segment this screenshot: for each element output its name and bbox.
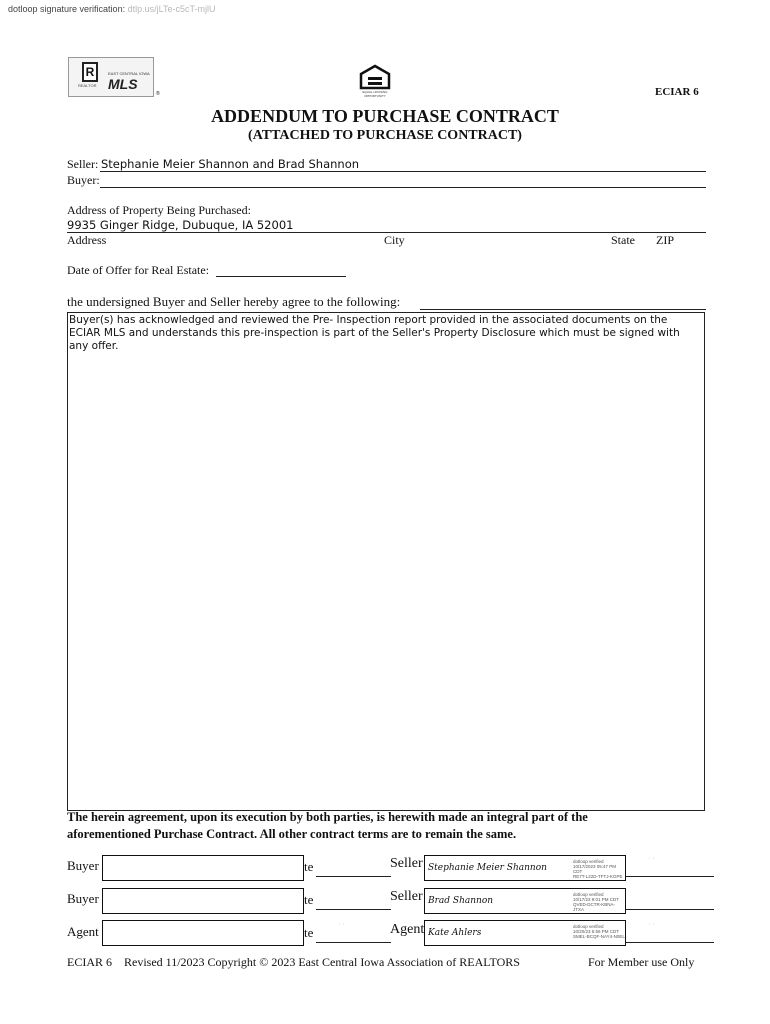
offer-date-field[interactable]: [216, 263, 346, 277]
seller1-signature: Stephanie Meier Shannon: [428, 863, 547, 873]
closing-statement: The herein agreement, upon its execution by both parties, is herewith made an integral part of the aforementioned Purchase Contract. All other contract terms are to remain the same.: [67, 810, 588, 841]
realtor-word: REALTOR: [78, 83, 97, 88]
agent1-date-fragment: te: [304, 925, 314, 940]
mls-text: MLS: [108, 76, 138, 92]
agreement-intro: the undersigned Buyer and Seller hereby agree to the following:: [67, 294, 401, 309]
offer-date-label: Date of Offer for Real Estate:: [67, 263, 210, 277]
address-label: Address: [67, 233, 107, 247]
buyer1-label: Buyer: [67, 858, 99, 873]
equal-housing-logo: [358, 64, 392, 98]
dotloop-verification: [8, 4, 215, 14]
buyer1-signature-box[interactable]: [102, 855, 304, 881]
buyer1-date-fragment: te: [304, 859, 314, 874]
mls-small-text: EAST CENTRAL IOWA: [108, 71, 150, 76]
seller2-dotloop-stamp: dotloop verified 10/17/23 9:01 PM CDT QVED-DCTR-KBNA-JTXA: [573, 892, 620, 912]
agreement-text: Buyer(s) has acknowledged and reviewed the Pre- Inspection report provided in the associated documents on the ECIAR MLS and understands this pre-inspection is part of the Seller's Property Disclosure which must be signed with any offer.: [69, 314, 680, 352]
page-subtitle: (ATTACHED TO PURCHASE CONTRACT): [248, 128, 522, 143]
page-title: ADDENDUM TO PURCHASE CONTRACT: [211, 106, 559, 126]
footer-member-note: For Member use Only: [588, 955, 695, 969]
dotloop-label: dotloop signature verification:: [8, 4, 126, 14]
seller-field[interactable]: Stephanie Meier Shannon and Brad Shannon: [101, 157, 360, 171]
seller1-signature-box[interactable]: [424, 855, 626, 881]
eho-caption: EQUAL HOUSING OPPORTUNITY: [362, 90, 388, 98]
equal-housing-icon: [358, 64, 392, 90]
seller2-signature-box[interactable]: [424, 888, 626, 914]
seller-label: Seller:: [67, 157, 99, 171]
buyer2-label: Buyer: [67, 891, 99, 906]
property-heading: Address of Property Being Purchased:: [67, 203, 251, 217]
form-code: ECIAR 6: [655, 86, 699, 98]
buyer2-date-fragment: te: [304, 892, 314, 907]
agent2-dotloop-stamp: dotloop verified 10/20/23 5:56 PM CDT SMEL-BCQF-NAY4-N0EL: [573, 924, 625, 939]
seller2-signature: Brad Shannon: [428, 896, 494, 906]
realtor-badge: R: [82, 62, 98, 82]
seller2-label: Seller: [390, 889, 423, 904]
agreement-textbox[interactable]: [67, 312, 705, 811]
zip-label: ZIP: [656, 233, 674, 247]
property-address-field[interactable]: 9935 Ginger Ridge, Dubuque, IA 52001: [67, 218, 294, 232]
buyer-label: Buyer:: [67, 173, 100, 187]
agent2-label: Agent: [390, 922, 425, 937]
agent1-label: Agent: [67, 924, 99, 939]
state-label: State: [611, 233, 635, 247]
seller1-label: Seller: [390, 856, 423, 871]
city-label: City: [384, 233, 405, 247]
buyer-field[interactable]: [101, 173, 701, 187]
seller1-dotloop-stamp: dotloop verified 10/17/2023 05:47 PM CDT RE7T-L22D-TFTJ-KGPE: [573, 859, 623, 879]
agent1-signature-box[interactable]: [102, 920, 304, 946]
mls-logo: R REALTOR EAST CENTRAL IOWA MLS ®: [68, 57, 154, 97]
agent2-signature-box[interactable]: [424, 920, 626, 946]
agent2-signature: Kate Ahlers: [428, 928, 482, 938]
buyer2-signature-box[interactable]: [102, 888, 304, 914]
dotloop-link[interactable]: dtlp.us/jLTe-c5cT-mjlU: [127, 4, 216, 14]
footer-copyright: ECIAR 6 Revised 11/2023 Copyright © 2023 East Central Iowa Association of REALTORS: [67, 955, 520, 969]
